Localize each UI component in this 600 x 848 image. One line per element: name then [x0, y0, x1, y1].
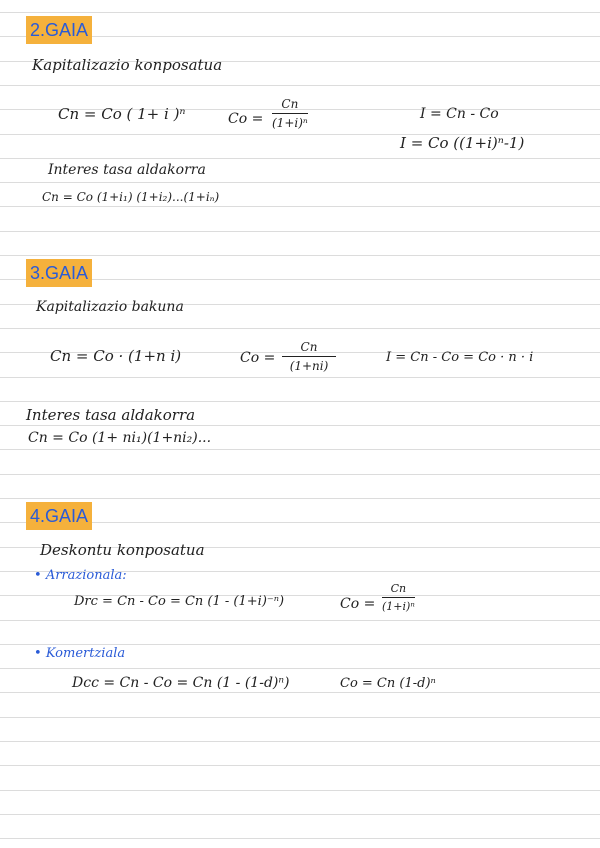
ruled-line	[0, 425, 600, 426]
section-heading-4: 4.GAIA	[26, 502, 92, 530]
section-heading-3: 3.GAIA	[26, 259, 92, 287]
formula-dcc: Dcc = Cn - Co = Cn (1 - (1-d)ⁿ)	[72, 675, 290, 691]
formula-co-rational-fraction	[382, 582, 415, 613]
fraction-denominator: (1+i)ⁿ	[382, 600, 415, 613]
formula-interest-1: I = Cn - Co	[420, 106, 499, 122]
formula-co-compound-fraction	[272, 97, 308, 130]
ruled-line	[0, 182, 600, 183]
fraction-numerator: Cn	[281, 97, 299, 111]
fraction-denominator: (1+i)ⁿ	[272, 116, 308, 130]
ruled-line	[0, 790, 600, 791]
fraction-denominator: (1+ni)	[289, 359, 329, 373]
ruled-line	[0, 255, 600, 256]
bullet-arrazionala	[34, 568, 127, 583]
ruled-line	[0, 401, 600, 402]
formula-co-simple-fraction	[282, 340, 336, 373]
formula-interest-2: I = Co ((1+i)ⁿ-1)	[400, 134, 525, 152]
section-heading-2: 2.GAIA	[26, 16, 92, 44]
ruled-line	[0, 668, 600, 669]
fraction-bar	[272, 113, 308, 114]
ruled-line	[0, 717, 600, 718]
ruled-line	[0, 498, 600, 499]
ruled-line	[0, 449, 600, 450]
ruled-line	[0, 644, 600, 645]
formula-cn-simple: Cn = Co · (1+n i)	[50, 347, 182, 365]
ruled-line	[0, 838, 600, 839]
formula-drc: Drc = Cn - Co = Cn (1 - (1+i)⁻ⁿ)	[74, 594, 285, 609]
section-subtitle-3: Kapitalizazio bakuna	[36, 299, 184, 315]
bullet-dot: •	[34, 568, 46, 583]
bullet-label: Komertziala	[45, 646, 126, 661]
formula-co-commercial: Co = Cn (1-d)ⁿ	[340, 676, 436, 691]
ruled-line	[0, 377, 600, 378]
fraction-bar	[382, 597, 415, 598]
section-subtitle-2: Kapitalizazio konposatua	[32, 56, 223, 74]
bullet-dot: •	[34, 646, 46, 661]
note-formula-2: Cn = Co (1+i₁) (1+i₂)...(1+iₙ)	[42, 190, 220, 204]
note-variable-rate-2: Interes tasa aldakorra	[48, 162, 206, 178]
ruled-line	[0, 206, 600, 207]
ruled-line	[0, 12, 600, 13]
formula-interest-simple: I = Cn - Co = Co · n · i	[386, 350, 534, 365]
formula-co-compound-lhs: Co =	[228, 111, 264, 127]
fraction-numerator: Cn	[390, 582, 407, 595]
bullet-label: Arrazionala:	[45, 568, 127, 583]
ruled-line	[0, 741, 600, 742]
note-formula-3: Cn = Co (1+ ni₁)(1+ni₂)...	[28, 430, 212, 446]
ruled-line	[0, 814, 600, 815]
fraction-bar	[282, 356, 336, 357]
ruled-line	[0, 620, 600, 621]
bullet-komertziala	[34, 646, 125, 661]
formula-co-rational-lhs: Co =	[340, 596, 376, 612]
formula-co-simple-lhs: Co =	[240, 350, 276, 366]
note-variable-rate-3: Interes tasa aldakorra	[26, 406, 196, 424]
ruled-line	[0, 85, 600, 86]
ruled-line	[0, 158, 600, 159]
ruled-line	[0, 231, 600, 232]
fraction-numerator: Cn	[300, 340, 318, 354]
section-subtitle-4: Deskontu konposatua	[40, 541, 205, 559]
ruled-line	[0, 328, 600, 329]
ruled-line	[0, 765, 600, 766]
ruled-line	[0, 474, 600, 475]
formula-cn-compound: Cn = Co ( 1+ i )ⁿ	[58, 105, 186, 123]
ruled-line	[0, 692, 600, 693]
